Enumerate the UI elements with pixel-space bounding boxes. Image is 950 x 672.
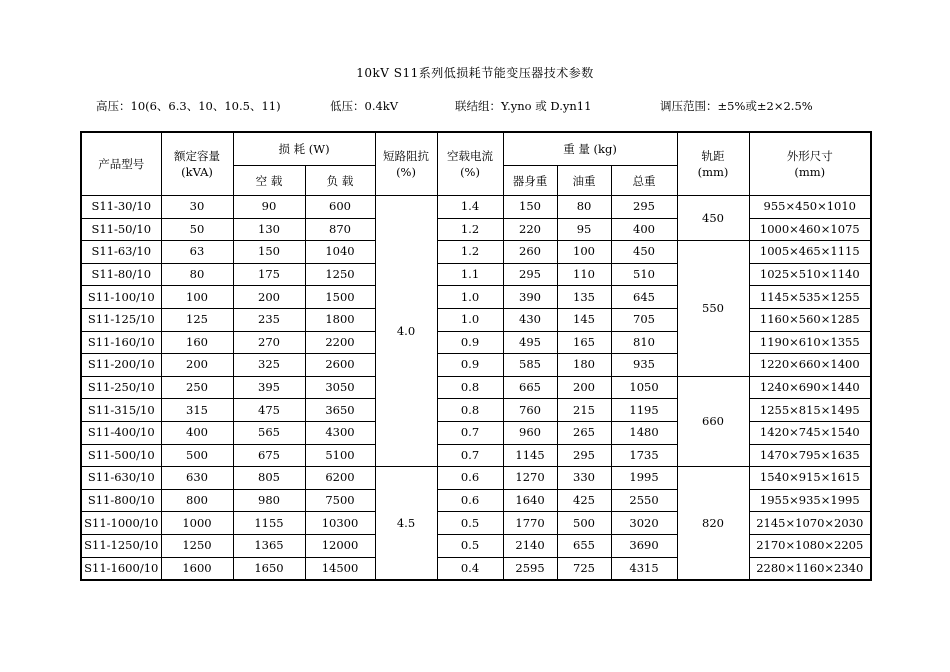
cell-weight-oil: 425 [557,489,611,512]
cell-load-loss: 10300 [305,512,375,535]
cell-model: S11-50/10 [81,218,161,241]
cell-weight-body: 2595 [503,557,557,580]
table-row [81,399,871,422]
cell-weight-total: 1195 [611,399,677,422]
cell-noload-current: 1.2 [437,218,503,241]
cell-dims: 1000×460×1075 [749,218,871,241]
header-noload-current-unit: (%) [460,165,480,179]
header-noload-current [437,132,503,196]
cell-model: S11-315/10 [81,399,161,422]
cell-weight-total: 295 [611,196,677,219]
cell-gauge: 660 [677,376,749,466]
cell-noload-current: 0.8 [437,399,503,422]
header-loss: 损 耗 (W) [233,132,375,166]
cell-dims: 1145×535×1255 [749,286,871,309]
table-row [81,308,871,331]
cell-weight-oil: 295 [557,444,611,467]
cell-weight-oil: 180 [557,354,611,377]
cell-weight-body: 430 [503,308,557,331]
connection-group-spec: 联结组：Y.yno 或 D.yn11 [455,99,592,113]
cell-weight-oil: 145 [557,308,611,331]
cell-weight-total: 3020 [611,512,677,535]
cell-capacity: 1000 [161,512,233,535]
cell-load-loss: 1800 [305,308,375,331]
cell-gauge: 450 [677,196,749,241]
cell-noload-loss: 175 [233,263,305,286]
cell-load-loss: 870 [305,218,375,241]
table-row [81,354,871,377]
cell-weight-oil: 95 [557,218,611,241]
cell-capacity: 63 [161,241,233,264]
header-loss-load: 负 载 [305,166,375,196]
cell-dims: 1470×795×1635 [749,444,871,467]
header-dims [749,132,871,196]
cell-weight-total: 510 [611,263,677,286]
cell-dims: 1025×510×1140 [749,263,871,286]
cell-dims: 1540×915×1615 [749,467,871,490]
cell-model: S11-160/10 [81,331,161,354]
cell-dims: 2145×1070×2030 [749,512,871,535]
cell-noload-loss: 150 [233,241,305,264]
transformer-spec-table [80,131,872,581]
cell-model: S11-125/10 [81,308,161,331]
cell-model: S11-63/10 [81,241,161,264]
cell-load-loss: 1250 [305,263,375,286]
cell-dims: 1255×815×1495 [749,399,871,422]
cell-dims: 1240×690×1440 [749,376,871,399]
cell-noload-loss: 1365 [233,534,305,557]
cell-weight-oil: 165 [557,331,611,354]
cell-dims: 1160×560×1285 [749,308,871,331]
cell-weight-body: 295 [503,263,557,286]
cell-capacity: 630 [161,467,233,490]
cell-weight-total: 645 [611,286,677,309]
cell-weight-body: 220 [503,218,557,241]
table-row [81,467,871,490]
cell-weight-oil: 500 [557,512,611,535]
header-weight-oil: 油重 [557,166,611,196]
cell-capacity: 1250 [161,534,233,557]
cell-noload-current: 0.9 [437,354,503,377]
cell-weight-body: 1270 [503,467,557,490]
cell-model: S11-400/10 [81,421,161,444]
cell-weight-total: 2550 [611,489,677,512]
header-gauge-label: 轨距 [701,149,725,163]
cell-weight-body: 760 [503,399,557,422]
document-title: 10kV S11系列低损耗节能变压器技术参数 [356,66,594,80]
cell-weight-body: 495 [503,331,557,354]
table-row [81,196,871,219]
cell-noload-current: 0.4 [437,557,503,580]
cell-capacity: 100 [161,286,233,309]
cell-noload-current: 1.2 [437,241,503,264]
cell-load-loss: 14500 [305,557,375,580]
header-impedance-label: 短路阻抗 [383,149,430,163]
cell-noload-loss: 90 [233,196,305,219]
cell-capacity: 30 [161,196,233,219]
header-weight-total: 总重 [611,166,677,196]
cell-capacity: 125 [161,308,233,331]
table-row [81,218,871,241]
cell-capacity: 1600 [161,557,233,580]
cell-load-loss: 12000 [305,534,375,557]
cell-weight-total: 705 [611,308,677,331]
cell-model: S11-800/10 [81,489,161,512]
table-row [81,241,871,264]
cell-weight-oil: 725 [557,557,611,580]
table-row [81,376,871,399]
cell-noload-current: 0.5 [437,512,503,535]
cell-dims: 955×450×1010 [749,196,871,219]
header-loss-noload: 空 载 [233,166,305,196]
cell-noload-loss: 130 [233,218,305,241]
low-voltage-spec: 低压：0.4kV [330,99,399,113]
cell-model: S11-30/10 [81,196,161,219]
cell-model: S11-630/10 [81,467,161,490]
cell-noload-loss: 1650 [233,557,305,580]
cell-model: S11-250/10 [81,376,161,399]
cell-weight-total: 400 [611,218,677,241]
cell-load-loss: 3650 [305,399,375,422]
cell-noload-current: 1.0 [437,286,503,309]
cell-gauge: 550 [677,241,749,377]
cell-weight-body: 585 [503,354,557,377]
cell-weight-body: 260 [503,241,557,264]
header-capacity-unit: (kVA) [181,165,213,179]
cell-dims: 1955×935×1995 [749,489,871,512]
cell-noload-loss: 980 [233,489,305,512]
cell-dims: 2280×1160×2340 [749,557,871,580]
cell-weight-oil: 80 [557,196,611,219]
cell-noload-loss: 1155 [233,512,305,535]
header-capacity [161,132,233,196]
cell-noload-current: 1.4 [437,196,503,219]
cell-weight-total: 935 [611,354,677,377]
cell-noload-loss: 675 [233,444,305,467]
header-model: 产品型号 [81,132,161,196]
cell-noload-loss: 565 [233,421,305,444]
cell-weight-total: 450 [611,241,677,264]
header-gauge-unit: (mm) [697,165,729,179]
cell-weight-body: 2140 [503,534,557,557]
cell-weight-total: 810 [611,331,677,354]
table-row [81,444,871,467]
cell-capacity: 800 [161,489,233,512]
cell-weight-total: 1050 [611,376,677,399]
cell-noload-loss: 805 [233,467,305,490]
cell-model: S11-1250/10 [81,534,161,557]
cell-noload-current: 0.8 [437,376,503,399]
cell-weight-oil: 655 [557,534,611,557]
cell-noload-current: 1.1 [437,263,503,286]
cell-gauge: 820 [677,467,749,580]
table-row [81,331,871,354]
header-dims-label: 外形尺寸 [786,149,833,163]
header-impedance [375,132,437,196]
cell-noload-current: 0.9 [437,331,503,354]
table-row [81,489,871,512]
table-row [81,557,871,580]
cell-weight-oil: 265 [557,421,611,444]
cell-model: S11-500/10 [81,444,161,467]
cell-weight-oil: 100 [557,241,611,264]
cell-impedance: 4.0 [375,196,437,467]
cell-capacity: 315 [161,399,233,422]
cell-weight-total: 4315 [611,557,677,580]
tap-range-spec: 调压范围：±5%或±2×2.5% [660,99,813,113]
cell-weight-total: 1480 [611,421,677,444]
cell-noload-current: 0.6 [437,467,503,490]
cell-dims: 1220×660×1400 [749,354,871,377]
cell-noload-loss: 395 [233,376,305,399]
cell-dims: 2170×1080×2205 [749,534,871,557]
cell-load-loss: 6200 [305,467,375,490]
cell-model: S11-80/10 [81,263,161,286]
cell-noload-loss: 200 [233,286,305,309]
cell-model: S11-1000/10 [81,512,161,535]
cell-capacity: 500 [161,444,233,467]
cell-weight-body: 1640 [503,489,557,512]
cell-weight-body: 1145 [503,444,557,467]
cell-load-loss: 2200 [305,331,375,354]
cell-capacity: 200 [161,354,233,377]
cell-model: S11-100/10 [81,286,161,309]
header-impedance-unit: (%) [396,165,416,179]
cell-noload-current: 0.7 [437,444,503,467]
cell-impedance: 4.5 [375,467,437,580]
cell-noload-current: 1.0 [437,308,503,331]
cell-model: S11-1600/10 [81,557,161,580]
cell-capacity: 400 [161,421,233,444]
cell-weight-body: 150 [503,196,557,219]
cell-weight-total: 1735 [611,444,677,467]
cell-load-loss: 3050 [305,376,375,399]
table-row [81,512,871,535]
high-voltage-spec: 高压：10(6、6.3、10、10.5、11) [96,99,281,113]
header-capacity-label: 额定容量 [174,149,220,163]
cell-capacity: 160 [161,331,233,354]
cell-noload-loss: 475 [233,399,305,422]
table-row [81,534,871,557]
cell-weight-oil: 110 [557,263,611,286]
cell-noload-current: 0.7 [437,421,503,444]
cell-load-loss: 7500 [305,489,375,512]
cell-dims: 1005×465×1115 [749,241,871,264]
cell-capacity: 80 [161,263,233,286]
table-row [81,421,871,444]
table-body [81,196,871,581]
header-noload-current-label: 空载电流 [447,149,494,163]
cell-noload-current: 0.6 [437,489,503,512]
cell-weight-body: 390 [503,286,557,309]
cell-noload-current: 0.5 [437,534,503,557]
header-gauge [677,132,749,196]
cell-load-loss: 1500 [305,286,375,309]
cell-weight-body: 1770 [503,512,557,535]
cell-weight-oil: 215 [557,399,611,422]
cell-weight-oil: 135 [557,286,611,309]
cell-load-loss: 2600 [305,354,375,377]
cell-model: S11-200/10 [81,354,161,377]
cell-load-loss: 600 [305,196,375,219]
cell-capacity: 250 [161,376,233,399]
cell-load-loss: 5100 [305,444,375,467]
header-dims-unit: (mm) [794,165,826,179]
table-row [81,286,871,309]
cell-dims: 1190×610×1355 [749,331,871,354]
cell-load-loss: 4300 [305,421,375,444]
cell-weight-oil: 330 [557,467,611,490]
header-weight-body: 器身重 [503,166,557,196]
header-weight: 重 量 (kg) [503,132,677,166]
cell-noload-loss: 235 [233,308,305,331]
cell-dims: 1420×745×1540 [749,421,871,444]
cell-weight-total: 3690 [611,534,677,557]
cell-weight-oil: 200 [557,376,611,399]
cell-capacity: 50 [161,218,233,241]
cell-noload-loss: 325 [233,354,305,377]
cell-weight-body: 665 [503,376,557,399]
cell-weight-body: 960 [503,421,557,444]
cell-noload-loss: 270 [233,331,305,354]
table-row [81,263,871,286]
cell-weight-total: 1995 [611,467,677,490]
cell-load-loss: 1040 [305,241,375,264]
